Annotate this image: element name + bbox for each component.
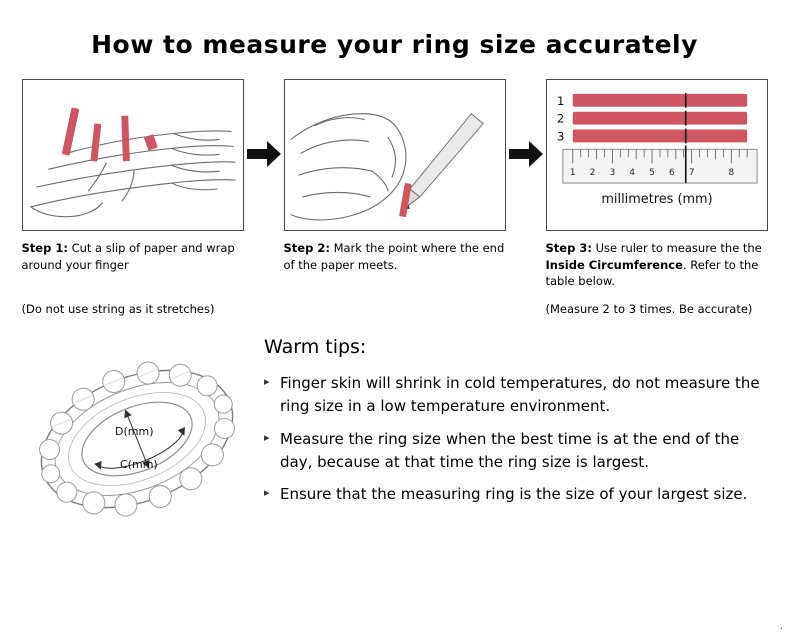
pencil-icon	[403, 114, 482, 209]
step-2-label: Step 2:	[283, 241, 330, 255]
eternity-ring-illustration	[14, 332, 260, 547]
svg-text:7: 7	[688, 168, 695, 179]
step-2-figure	[284, 79, 506, 231]
svg-text:5: 5	[648, 168, 655, 179]
page-title: How to measure your ring size accurately	[91, 30, 698, 59]
step-1-text: Cut a slip of paper and wrap around your finger	[21, 241, 235, 272]
paper-slip-shapes	[61, 107, 157, 161]
step-3-label: Step 3:	[545, 241, 592, 255]
strip-number-2: 2	[556, 111, 564, 126]
tip-text-2: Measure the ring size when the best time is at the end of the day, because at that time the ring size is largest.	[280, 429, 740, 471]
corner-mark: .	[779, 619, 783, 632]
ring-circumference-label: C(mm)	[120, 458, 158, 471]
right-arrow-icon	[509, 141, 543, 167]
svg-text:4: 4	[628, 168, 635, 179]
hand-marking-paper-icon	[285, 80, 505, 229]
warm-tips-title: Warm tips:	[264, 336, 367, 358]
arrow-icon-2	[506, 79, 546, 229]
svg-text:6: 6	[668, 168, 675, 179]
tip-item-3	[264, 483, 775, 506]
step-3-text-after: . Refer to the table below.	[545, 257, 759, 289]
step-1-caption	[22, 240, 244, 298]
tip-text-3: Ensure that the measuring ring is the size of your largest size.	[280, 485, 748, 503]
step-2-text: Mark the point where the end of the paper meets.	[283, 241, 505, 272]
svg-text:1: 1	[569, 168, 576, 179]
strip-number-1: 1	[556, 93, 564, 108]
step-1-figure	[22, 79, 244, 231]
triangle-bullet-icon: ▸	[264, 486, 270, 499]
step-3-text-bold: Inside Circumference	[545, 257, 683, 272]
ring-diagram-icon	[14, 332, 260, 547]
triangle-bullet-icon: ▸	[264, 375, 270, 388]
lower-section	[0, 332, 789, 547]
warm-tips-section	[260, 332, 775, 547]
step-2-caption	[284, 240, 506, 298]
step-3-figure	[546, 79, 768, 231]
hand-with-paper-slip-icon	[23, 80, 243, 229]
steps-row	[0, 79, 789, 316]
ruler-unit-label: millimetres (mm)	[600, 191, 713, 207]
svg-text:2: 2	[589, 168, 595, 179]
right-arrow-icon	[247, 141, 281, 167]
tip-item-1	[264, 372, 775, 419]
paper-strips	[572, 93, 746, 144]
step-1-note: (Do not use string as it stretches)	[21, 302, 215, 316]
arrow-icon-1	[244, 79, 284, 229]
step-3-note: (Measure 2 to 3 times. Be accurate)	[545, 302, 753, 316]
tip-text-1: Finger skin will shrink in cold temperatures, do not measure the ring size in a low temperature environment.	[280, 374, 760, 416]
step-2	[284, 79, 506, 302]
step-1	[22, 79, 244, 316]
ruler	[562, 145, 756, 183]
step-3	[546, 79, 768, 316]
strip-number-3: 3	[556, 129, 564, 144]
ring-diameter-label: D(mm)	[115, 425, 154, 438]
svg-text:8: 8	[727, 168, 734, 179]
tip-item-2	[264, 428, 775, 475]
triangle-bullet-icon: ▸	[264, 430, 270, 444]
ruler-with-paper-strips-icon	[547, 80, 767, 229]
step-1-label: Step 1:	[21, 241, 68, 255]
step-3-caption	[546, 240, 768, 298]
step-3-text-before: Use ruler to measure the the	[595, 241, 762, 255]
svg-text:3: 3	[609, 168, 615, 179]
